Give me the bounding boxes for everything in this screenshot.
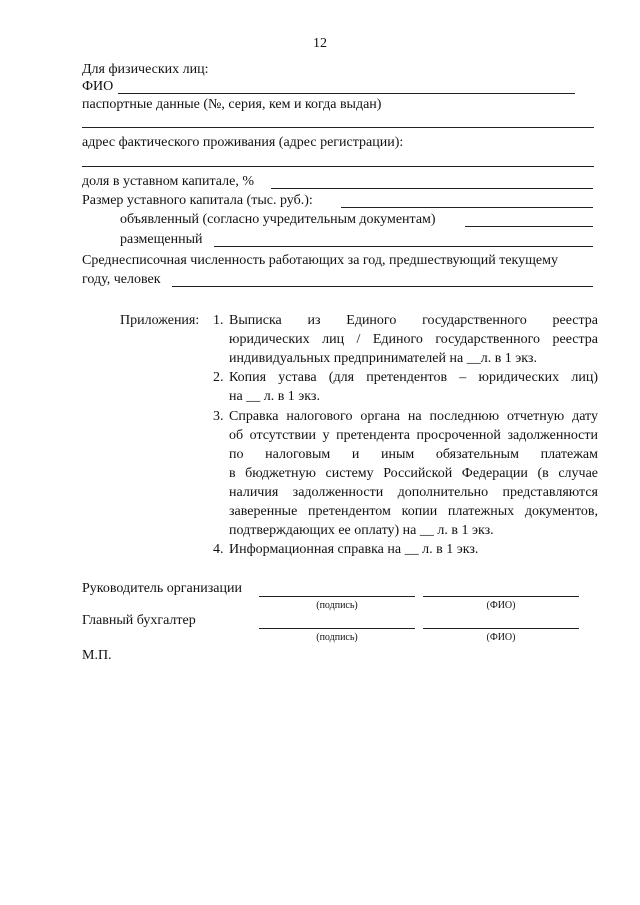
passport-field[interactable]: [82, 127, 594, 128]
stamp-placeholder: М.П.: [82, 648, 112, 663]
appendix-item-4-text: Информационная справка на __ л. в 1 экз.: [229, 542, 479, 557]
fio-field[interactable]: [118, 93, 575, 94]
appendix-item-3-line-3: по налоговым и иным обязательным платежам: [229, 447, 598, 462]
appendix-item-1-line-3: индивидуальных предпринимателей на __л. в 1 экз.: [229, 351, 537, 366]
address-label: адрес фактического проживания (адрес регистрации):: [82, 135, 404, 150]
head-name-caption: (ФИО): [486, 600, 516, 611]
appendix-item-2-number: 2.: [213, 370, 224, 385]
capital-field[interactable]: [341, 207, 593, 208]
headcount-line-1: Среднесписочная численность работающих за год, предшествующий текущему: [82, 253, 558, 268]
fio-label: ФИО: [82, 79, 114, 94]
capital-declared-label: объявленный (согласно учредительным документам): [120, 212, 436, 227]
accountant-signature-field[interactable]: [259, 628, 415, 629]
accountant-name-caption: (ФИО): [486, 632, 516, 643]
appendix-item-3-line-7: подтверждающих ее оплату) на __ л. в 1 экз.: [229, 523, 494, 538]
appendix-item-3-line-4: в бюджетную систему Российской Федерации (в случае: [229, 466, 598, 481]
appendix-item-3-line-1: Справка налогового органа на последнюю отчетную дату: [229, 409, 598, 424]
capital-label: Размер уставного капитала (тыс. руб.):: [82, 193, 313, 208]
headcount-field[interactable]: [172, 286, 593, 287]
appendix-item-3-number: 3.: [213, 409, 224, 424]
address-field[interactable]: [82, 166, 594, 167]
appendix-item-2-line-1: Копия устава (для претендентов – юридических лиц): [229, 370, 598, 385]
head-signature-label: Руководитель организации: [82, 581, 242, 596]
passport-label: паспортные данные (№, серия, кем и когда выдан): [82, 97, 382, 112]
appendix-item-3-line-5: наличия задолженности дополнительно представляются: [229, 485, 598, 500]
appendix-item-3-line-2: об отсутствии у претендента просроченной задолженности: [229, 428, 598, 443]
capital-placed-label: размещенный: [120, 232, 203, 247]
appendix-item-1-number: 1.: [213, 313, 224, 328]
appendix-label: Приложения:: [120, 313, 200, 328]
head-signature-field[interactable]: [259, 596, 415, 597]
head-signature-caption: (подпись): [316, 600, 358, 611]
share-field[interactable]: [271, 188, 593, 189]
page-number: 12: [313, 36, 327, 51]
headcount-line-2: году, человек: [82, 272, 161, 287]
appendix-item-4-number: 4.: [213, 542, 224, 557]
physical-persons-heading: Для физических лиц:: [82, 62, 209, 77]
head-name-field[interactable]: [423, 596, 579, 597]
accountant-signature-label: Главный бухгалтер: [82, 613, 196, 628]
share-label: доля в уставном капитале, %: [82, 174, 254, 189]
appendix-item-1-line-1: Выписка из Единого государственного реестра: [229, 313, 598, 328]
capital-placed-field[interactable]: [214, 246, 593, 247]
accountant-name-field[interactable]: [423, 628, 579, 629]
appendix-item-2-line-2: на __ л. в 1 экз.: [229, 389, 320, 404]
capital-declared-field[interactable]: [465, 226, 593, 227]
accountant-signature-caption: (подпись): [316, 632, 358, 643]
appendix-item-1-line-2: юридических лиц / Единого государственного реестра: [229, 332, 598, 347]
appendix-item-3-line-6: заверенные претендентом копии платежных документов,: [229, 504, 598, 519]
